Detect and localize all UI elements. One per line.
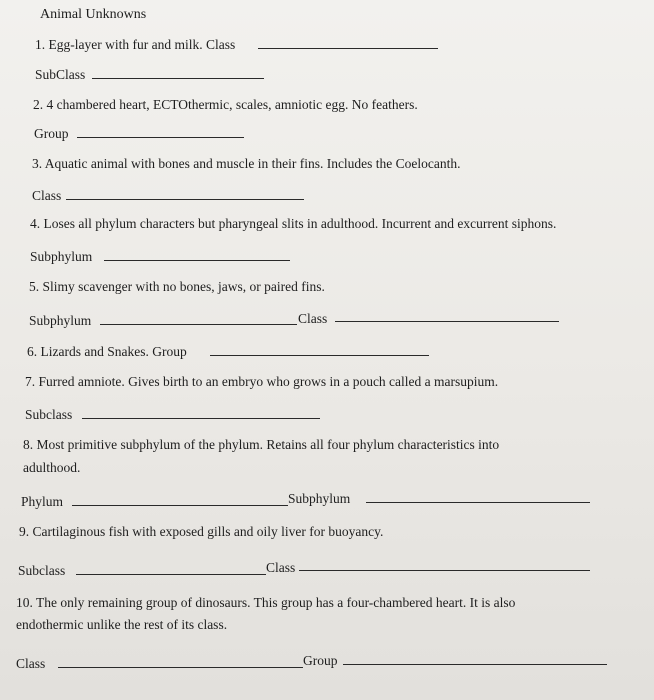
question-1-text: 1. Egg-layer with fur and milk. Class <box>35 37 236 52</box>
question-2-group-label: Group <box>34 126 69 141</box>
question-8-subphylum-blank[interactable] <box>366 502 590 503</box>
question-8-text-line-1: 8. Most primitive subphylum of the phylum. Retains all four phylum characteristics into <box>23 437 500 452</box>
question-5-text: 5. Slimy scavenger with no bones, jaws, or paired fins. <box>29 279 325 294</box>
question-5-subphylum-label: Subphylum <box>29 313 92 328</box>
question-5-subphylum-blank[interactable] <box>100 324 297 325</box>
question-10-group-blank[interactable] <box>343 664 607 665</box>
question-10-text-line-1: 10. The only remaining group of dinosaurs. This group has a four-chambered heart. It is also <box>16 595 516 610</box>
question-2-text: 2. 4 chambered heart, ECTOthermic, scales, amniotic egg. No feathers. <box>33 97 418 112</box>
question-2-group-blank[interactable] <box>77 137 244 138</box>
question-9-text: 9. Cartilaginous fish with exposed gills and oily liver for buoyancy. <box>19 524 384 539</box>
question-9-subclass-label: Subclass <box>18 563 66 578</box>
question-4-subphylum-blank[interactable] <box>104 260 290 261</box>
question-7-text: 7. Furred amniote. Gives birth to an embryo who grows in a pouch called a marsupium. <box>25 374 499 389</box>
question-6-text: 6. Lizards and Snakes. Group <box>27 344 187 359</box>
question-9-class-label: Class <box>266 560 296 575</box>
question-10-group-label: Group <box>303 653 338 668</box>
question-7-subclass-blank[interactable] <box>82 418 320 419</box>
question-8-subphylum-label: Subphylum <box>288 491 351 506</box>
worksheet-title: Animal Unknowns <box>40 7 147 22</box>
question-3-class-label: Class <box>32 188 62 203</box>
question-8-text-line-2: adulthood. <box>23 460 81 475</box>
question-9-subclass-blank[interactable] <box>76 574 266 575</box>
question-1-class-blank[interactable] <box>258 48 438 49</box>
question-10-text-line-2: endothermic unlike the rest of its class. <box>16 617 228 632</box>
question-7-subclass-label: Subclass <box>25 407 73 422</box>
question-8-phylum-blank[interactable] <box>72 505 288 506</box>
question-10-class-blank[interactable] <box>58 667 303 668</box>
question-9-class-blank[interactable] <box>299 570 590 571</box>
question-5-class-blank[interactable] <box>335 321 559 322</box>
question-8-phylum-label: Phylum <box>21 494 64 509</box>
question-6-group-blank[interactable] <box>210 355 429 356</box>
question-4-subphylum-label: Subphylum <box>30 249 93 264</box>
question-10-class-label: Class <box>16 656 46 671</box>
question-3-text: 3. Aquatic animal with bones and muscle in their fins. Includes the Coelocanth. <box>32 156 461 171</box>
question-1-subclass-blank[interactable] <box>92 78 264 79</box>
question-4-text: 4. Loses all phylum characters but pharyngeal slits in adulthood. Incurrent and excurrent siphons. <box>30 216 557 231</box>
question-1-subclass-label: SubClass <box>35 67 86 82</box>
question-3-class-blank[interactable] <box>66 199 304 200</box>
question-5-class-label: Class <box>298 311 328 326</box>
